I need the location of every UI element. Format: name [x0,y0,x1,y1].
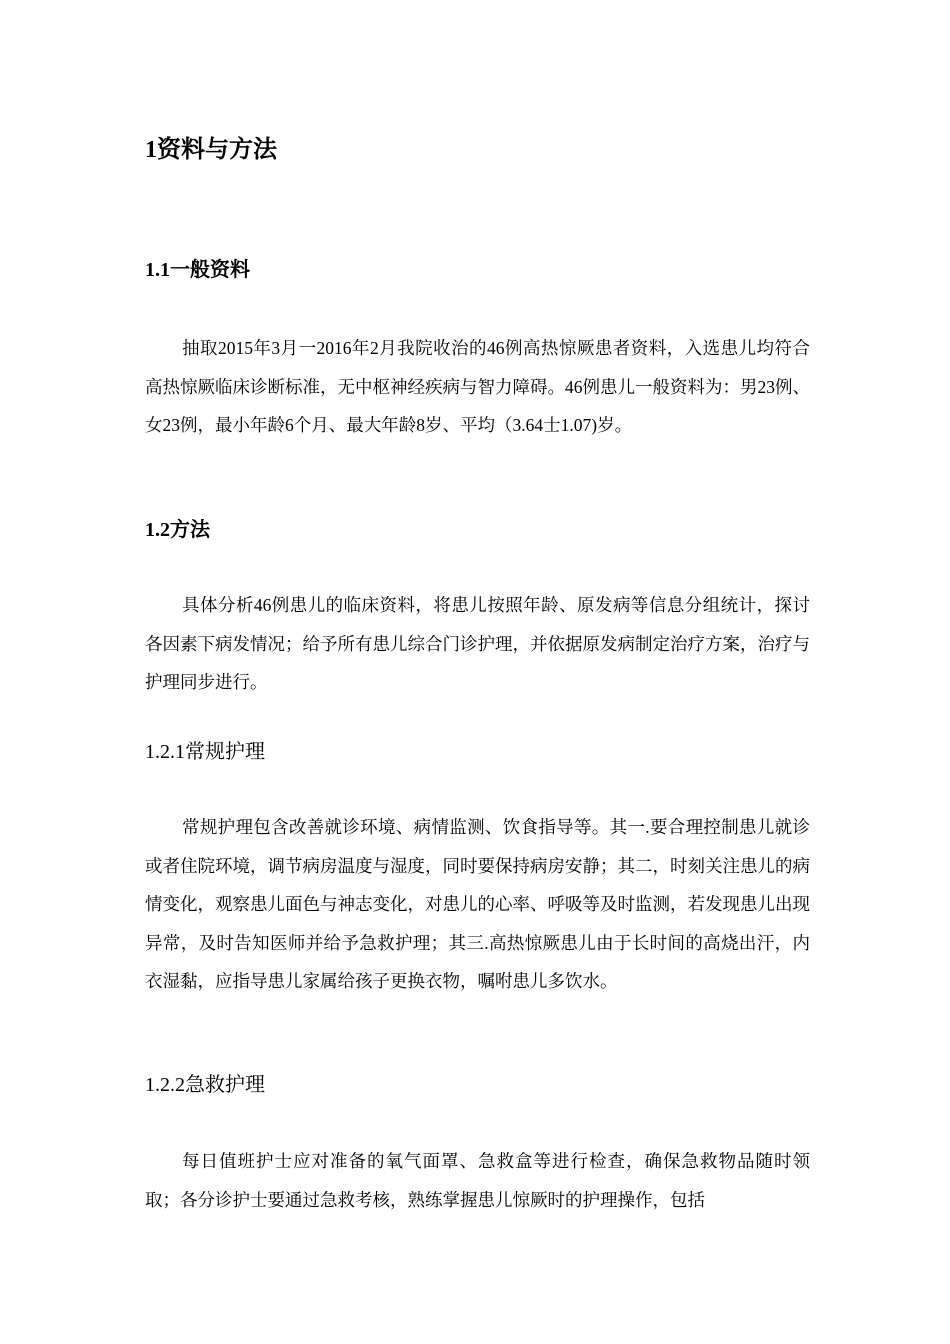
paragraph-emergency-nursing: 每日值班护士应对准备的氧气面罩、急救盒等进行检查，确保急救物品随时领取；各分诊护士要通过急救考核，熟练掌握患儿惊厥时的护理操作，包括 [145,1151,810,1210]
section-heading-1-1: 1.1一般资料 [145,259,250,281]
section-heading-1: 1资料与方法 [145,137,277,163]
paragraph-routine-nursing: 常规护理包含改善就诊环境、病情监测、饮食指导等。其一.要合理控制患儿就诊或者住院环境，调节病房温度与湿度，同时要保持病房安静；其二，时刻关注患儿的病情变化，观察患儿面色与神志变化，对患儿的心率、呼吸等及时监测，若发现患儿出现异常，及时告知医师并给予急救护理；其三.高热惊厥患儿由于长时间的高烧出汗，内衣湿黏，应指导患儿家属给孩子更换衣物，嘱咐患儿多饮水。 [145,817,810,991]
paragraph-method: 具体分析46例患儿的临床资料，将患儿按照年龄、原发病等信息分组统计，探讨各因素下病发情况；给予所有患儿综合门诊护理，并依据原发病制定治疗方案，治疗与护理同步进行。 [145,595,810,692]
paragraph-general-data: 抽取2015年3月一2016年2月我院收治的46例高热惊厥患者资料，入选患儿均符合高热惊厥临床诊断标准，无中枢神经疾病与智力障碍。46例患儿一般资料为：男23例、女23例，最小年龄6个月、最大年龄8岁、平均（3.64士1.07)岁。 [145,338,810,435]
section-heading-1-2: 1.2方法 [145,519,210,541]
section-heading-1-2-1: 1.2.1常规护理 [145,741,265,763]
section-heading-1-2-2: 1.2.2急救护理 [145,1074,265,1096]
